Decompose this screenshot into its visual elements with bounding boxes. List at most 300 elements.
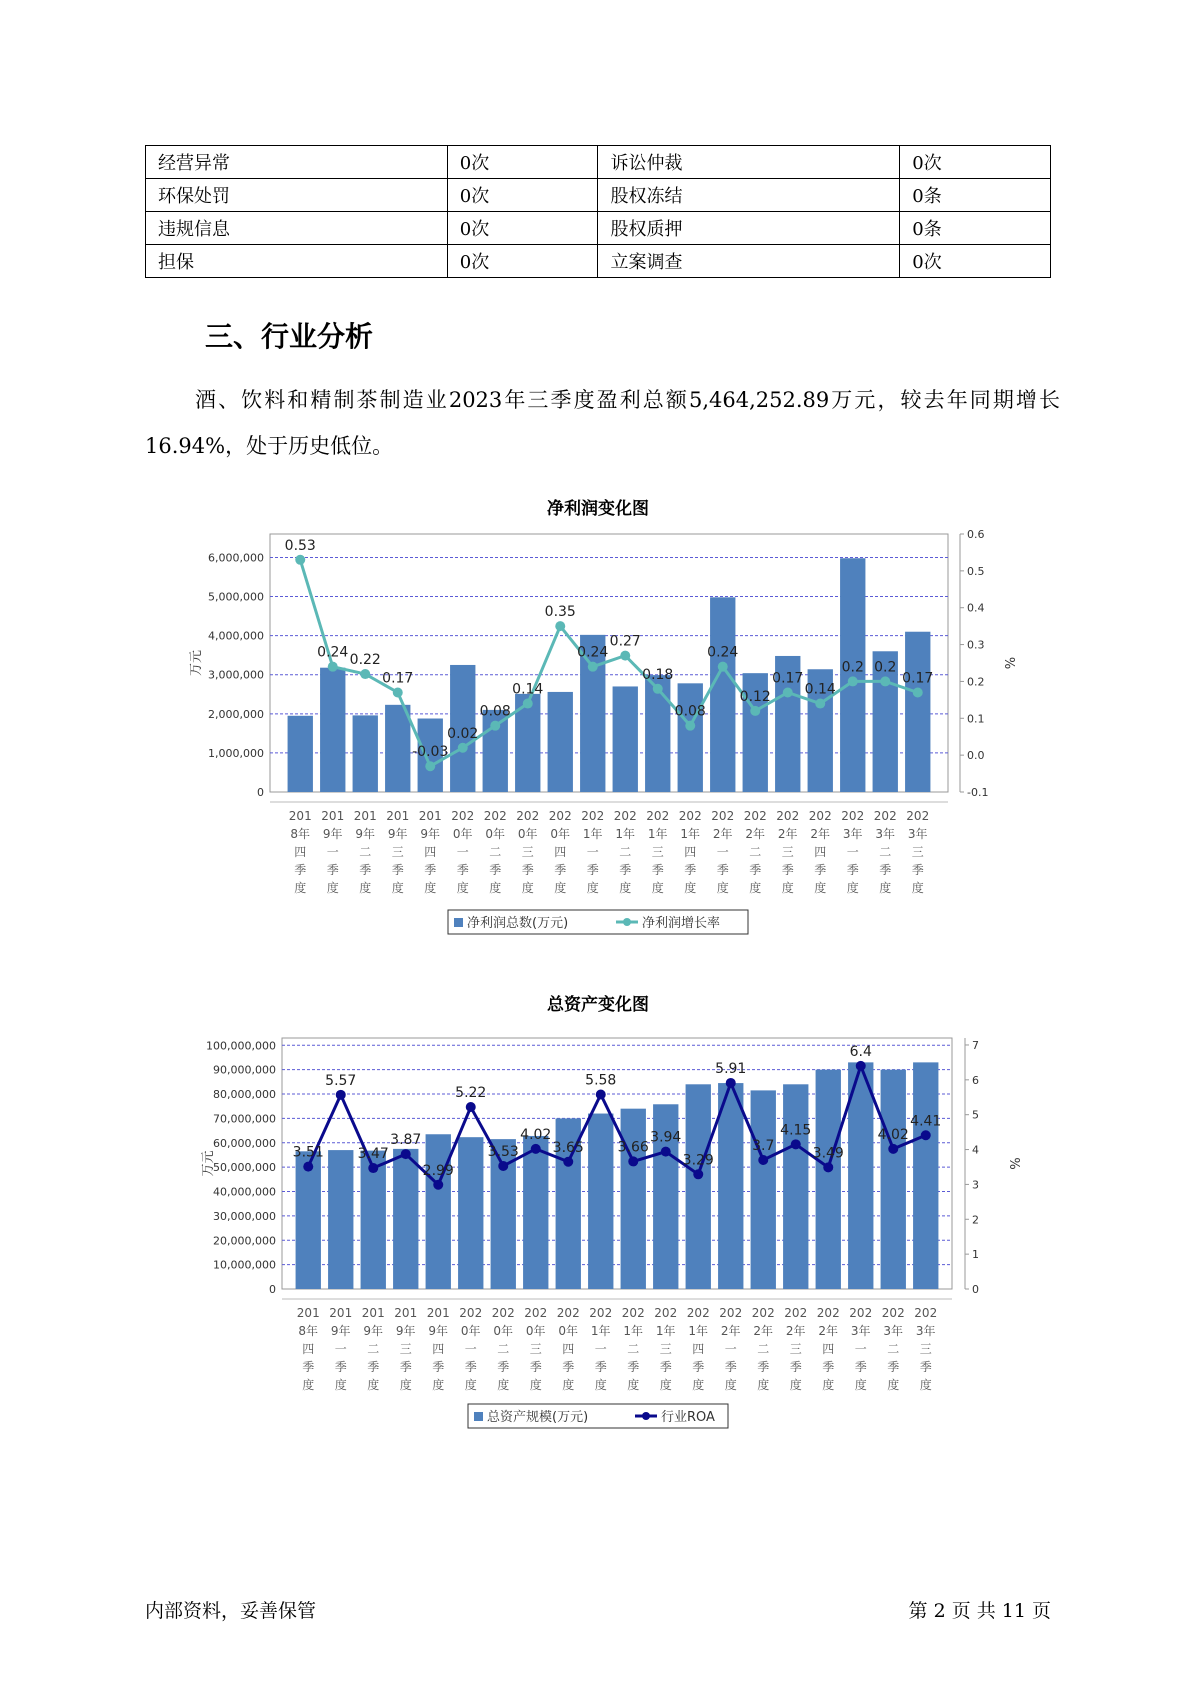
bar	[718, 1083, 743, 1289]
x-tick-label: 一	[846, 845, 859, 859]
line-point	[815, 699, 825, 709]
risk-value-cell: 0次	[900, 146, 1051, 179]
x-tick-label: 二	[367, 1342, 380, 1356]
risk-label-cell: 股权质押	[598, 212, 900, 245]
y-tick-label: 4,000,000	[208, 629, 264, 643]
bar	[710, 597, 735, 792]
x-tick-label: 三	[399, 1342, 412, 1356]
x-tick-label: 度	[294, 881, 307, 895]
risk-table	[145, 145, 1051, 278]
x-tick-label: 202	[719, 1306, 743, 1320]
legend-label-bar: 净利润总数(万元)	[467, 916, 569, 931]
y2-axis-title: %	[1001, 656, 1016, 670]
x-tick-label: 9年	[330, 1324, 351, 1338]
x-tick-label: 202	[849, 1306, 873, 1320]
x-tick-label: 度	[456, 881, 469, 895]
x-tick-label: 202	[906, 809, 930, 823]
legend-swatch-point	[642, 1412, 650, 1420]
legend-swatch-bar	[474, 1412, 483, 1421]
risk-label-cell: 环保处罚	[146, 179, 448, 212]
line-point	[791, 1139, 801, 1149]
x-tick-label: 202	[686, 1306, 710, 1320]
y-tick-label: 10,000,000	[213, 1258, 276, 1272]
x-tick-label: 1年	[655, 1324, 676, 1338]
x-tick-label: 202	[711, 809, 735, 823]
line-point	[718, 662, 728, 672]
x-tick-label: 1年	[688, 1324, 709, 1338]
bar	[588, 1114, 613, 1289]
line-point	[823, 1162, 833, 1172]
x-tick-label: 202	[459, 1306, 483, 1320]
y2-tick-label: 3	[972, 1178, 979, 1192]
data-label: 2.99	[422, 1162, 454, 1179]
data-label: 0.18	[642, 666, 674, 683]
x-tick-label: 202	[816, 1306, 840, 1320]
legend-label-line: 净利润增长率	[642, 916, 721, 931]
data-label: 0.24	[707, 644, 739, 661]
x-tick-label: 季	[456, 863, 469, 877]
x-tick-label: 季	[294, 863, 307, 877]
x-tick-label: 季	[911, 863, 924, 877]
x-tick-label: 季	[757, 1360, 770, 1374]
y-tick-label: 0	[257, 786, 264, 799]
x-tick-label: 度	[789, 1378, 802, 1392]
risk-value-cell: 0条	[900, 179, 1051, 212]
page-number: 第 2 页 共 11 页	[908, 1600, 1051, 1622]
x-tick-label: 四	[432, 1342, 445, 1356]
x-tick-label: 0年	[485, 827, 506, 841]
line-point	[458, 743, 468, 753]
x-tick-label: 季	[521, 863, 534, 877]
risk-value-cell: 0次	[447, 212, 598, 245]
data-label: 3.65	[552, 1139, 584, 1156]
y-tick-label: 40,000,000	[213, 1185, 276, 1199]
x-tick-label: 度	[489, 881, 502, 895]
x-tick-label: 三	[391, 845, 404, 859]
line-point	[693, 1169, 703, 1179]
section-heading: 三、行业分析	[205, 320, 374, 353]
bar	[385, 705, 410, 792]
x-tick-label: 四	[554, 845, 567, 859]
risk-row	[146, 245, 1051, 278]
x-tick-label: 2年	[810, 827, 831, 841]
line-point	[563, 1157, 573, 1167]
x-tick-label: 202	[808, 809, 832, 823]
x-tick-label: 度	[781, 881, 794, 895]
line-point	[295, 555, 305, 565]
risk-value-cell: 0次	[447, 179, 598, 212]
x-tick-label: 季	[424, 863, 437, 877]
line-point	[620, 651, 630, 661]
line-point	[856, 1061, 866, 1071]
x-tick-label: 季	[391, 863, 404, 877]
data-label: 3.94	[650, 1129, 682, 1146]
x-tick-label: 9年	[420, 827, 441, 841]
line-point	[726, 1078, 736, 1088]
x-tick-label: 季	[302, 1360, 315, 1374]
risk-value-cell: 0次	[447, 245, 598, 278]
y-tick-label: 70,000,000	[213, 1112, 276, 1126]
x-tick-label: 1年	[590, 1324, 611, 1338]
x-tick-label: 四	[302, 1342, 315, 1356]
x-tick-label: 8年	[290, 827, 311, 841]
x-tick-label: 季	[529, 1360, 542, 1374]
x-tick-label: 202	[556, 1306, 580, 1320]
risk-label-cell: 经营异常	[146, 146, 448, 179]
x-tick-label: 1年	[647, 827, 668, 841]
x-tick-label: 2年	[818, 1324, 839, 1338]
data-label: 0.12	[739, 688, 771, 705]
x-tick-label: 季	[464, 1360, 477, 1374]
x-tick-label: 202	[548, 809, 572, 823]
x-tick-label: 季	[627, 1360, 640, 1374]
line-point	[685, 721, 695, 731]
x-tick-label: 三	[529, 1342, 542, 1356]
bar	[621, 1109, 646, 1289]
x-tick-label: 度	[814, 881, 827, 895]
x-tick-label: 季	[749, 863, 762, 877]
line-point	[401, 1149, 411, 1159]
line-point	[596, 1089, 606, 1099]
x-tick-label: 度	[399, 1378, 412, 1392]
x-tick-label: 四	[814, 845, 827, 859]
x-tick-label: 202	[678, 809, 702, 823]
x-tick-label: 季	[432, 1360, 445, 1374]
x-tick-label: 202	[646, 809, 670, 823]
x-tick-label: 度	[529, 1378, 542, 1392]
x-tick-label: 三	[781, 845, 794, 859]
data-label: 0.2	[874, 659, 897, 676]
bar	[881, 1070, 906, 1289]
x-tick-label: 度	[651, 881, 664, 895]
data-label: 0.14	[804, 681, 836, 698]
x-tick-label: 度	[359, 881, 372, 895]
x-tick-label: 一	[456, 845, 469, 859]
x-tick-label: 201	[329, 1306, 353, 1320]
y2-axis-title: %	[1006, 1157, 1021, 1170]
x-tick-label: 202	[621, 1306, 645, 1320]
data-label: 3.53	[487, 1143, 519, 1160]
x-tick-label: 201	[426, 1306, 450, 1320]
x-tick-label: 一	[854, 1342, 867, 1356]
y2-tick-label: 0.4	[967, 601, 985, 615]
x-tick-label: 季	[822, 1360, 835, 1374]
x-tick-label: 一	[724, 1342, 737, 1356]
chart-title-net-profit: 净利润变化图	[547, 499, 649, 519]
x-tick-label: 201	[296, 1306, 320, 1320]
risk-value-cell: 0次	[900, 245, 1051, 278]
x-tick-label: 二	[359, 845, 372, 859]
data-label: 0.17	[772, 670, 804, 687]
x-tick-label: 1年	[615, 827, 636, 841]
x-tick-label: 四	[684, 845, 697, 859]
y-tick-label: 80,000,000	[213, 1088, 276, 1102]
x-tick-label: 一	[464, 1342, 477, 1356]
x-tick-label: 二	[619, 845, 632, 859]
x-tick-label: 度	[684, 881, 697, 895]
x-tick-label: 3年	[915, 1324, 936, 1338]
x-tick-label: 度	[391, 881, 404, 895]
x-tick-label: 度	[367, 1378, 380, 1392]
bar	[320, 668, 345, 792]
data-label: 0.27	[609, 633, 641, 650]
risk-label-cell: 诉讼仲裁	[598, 146, 900, 179]
data-label: 0.24	[577, 644, 609, 661]
bar	[523, 1136, 548, 1289]
risk-label-cell: 担保	[146, 245, 448, 278]
x-tick-label: 二	[497, 1342, 510, 1356]
x-tick-label: 201	[394, 1306, 418, 1320]
x-tick-label: 季	[326, 863, 339, 877]
x-tick-label: 二	[627, 1342, 640, 1356]
line-point	[498, 1161, 508, 1171]
x-tick-label: 202	[784, 1306, 808, 1320]
data-label: 3.29	[682, 1152, 714, 1169]
line-point	[360, 669, 370, 679]
x-tick-label: 季	[716, 863, 729, 877]
x-tick-label: 度	[724, 1378, 737, 1392]
x-tick-label: 2年	[777, 827, 798, 841]
line-point	[425, 761, 435, 771]
data-label: 0.17	[902, 670, 934, 687]
line-point	[433, 1180, 443, 1190]
x-tick-label: 0年	[558, 1324, 579, 1338]
data-label: 0.53	[284, 537, 316, 554]
x-tick-label: 一	[326, 845, 339, 859]
x-tick-label: 0年	[452, 827, 473, 841]
y2-tick-label: 6	[972, 1073, 979, 1087]
line-point	[653, 684, 663, 694]
x-tick-label: 度	[659, 1378, 672, 1392]
x-tick-label: 3年	[875, 827, 896, 841]
x-tick-label: 度	[716, 881, 729, 895]
bar	[751, 1090, 776, 1289]
bar	[426, 1134, 451, 1289]
data-label: 5.22	[455, 1085, 487, 1102]
x-tick-label: 四	[822, 1342, 835, 1356]
x-tick-label: 度	[822, 1378, 835, 1392]
net-profit-chart	[170, 520, 1030, 940]
line-point	[628, 1156, 638, 1166]
line-point	[913, 687, 923, 697]
x-tick-label: 2年	[712, 827, 733, 841]
y-tick-label: 100,000,000	[206, 1039, 276, 1053]
x-tick-label: 三	[911, 845, 924, 859]
data-label: 3.87	[390, 1132, 422, 1149]
x-tick-label: 季	[497, 1360, 510, 1374]
x-tick-label: 度	[497, 1378, 510, 1392]
x-tick-label: 度	[919, 1378, 932, 1392]
bar	[458, 1137, 483, 1289]
y2-tick-label: -0.1	[967, 786, 989, 799]
x-tick-label: 季	[846, 863, 859, 877]
line-point	[880, 676, 890, 686]
x-tick-label: 度	[911, 881, 924, 895]
x-tick-label: 201	[321, 809, 345, 823]
y2-tick-label: 0.2	[967, 675, 985, 689]
line-point	[783, 687, 793, 697]
legend	[448, 910, 748, 934]
bar	[783, 1084, 808, 1289]
x-tick-label: 季	[359, 863, 372, 877]
bar	[296, 1151, 321, 1289]
y2-tick-label: 1	[972, 1248, 979, 1262]
x-tick-label: 202	[873, 809, 897, 823]
line-point	[523, 699, 533, 709]
data-label: 0.08	[479, 703, 511, 720]
x-tick-label: 0年	[493, 1324, 514, 1338]
x-tick-label: 三	[789, 1342, 802, 1356]
x-tick-label: 季	[814, 863, 827, 877]
x-tick-label: 201	[361, 1306, 385, 1320]
x-tick-label: 度	[627, 1378, 640, 1392]
bar	[393, 1149, 418, 1289]
x-tick-label: 202	[451, 809, 475, 823]
x-tick-label: 一	[594, 1342, 607, 1356]
x-tick-label: 202	[751, 1306, 775, 1320]
x-tick-label: 一	[586, 845, 599, 859]
bar	[328, 1150, 353, 1289]
data-label: 6.4	[849, 1043, 872, 1060]
risk-row	[146, 212, 1051, 245]
x-tick-label: 202	[613, 809, 637, 823]
bar	[353, 715, 378, 792]
total-assets-chart	[170, 1016, 1030, 1436]
x-tick-label: 季	[594, 1360, 607, 1374]
x-tick-label: 季	[887, 1360, 900, 1374]
bar	[686, 1084, 711, 1289]
y2-tick-label: 0.3	[967, 638, 985, 652]
x-tick-label: 度	[521, 881, 534, 895]
x-tick-label: 0年	[517, 827, 538, 841]
legend	[468, 1404, 728, 1428]
line-point	[750, 706, 760, 716]
legend-label-line: 行业ROA	[661, 1410, 715, 1425]
x-tick-label: 度	[432, 1378, 445, 1392]
risk-label-cell: 违规信息	[146, 212, 448, 245]
x-tick-label: 季	[334, 1360, 347, 1374]
x-tick-label: 四	[424, 845, 437, 859]
y2-tick-label: 0	[972, 1283, 979, 1296]
bar	[548, 692, 573, 792]
x-tick-label: 度	[846, 881, 859, 895]
y-tick-label: 50,000,000	[213, 1161, 276, 1175]
data-label: 3.66	[617, 1139, 649, 1156]
footer-note: 内部资料，妥善保管	[145, 1600, 317, 1622]
data-label: 0.2	[841, 659, 864, 676]
y-axis-title: 万元	[201, 1150, 216, 1177]
x-tick-label: 度	[424, 881, 437, 895]
x-tick-label: 202	[516, 809, 540, 823]
data-label: 3.47	[357, 1146, 389, 1163]
x-tick-label: 二	[489, 845, 502, 859]
x-tick-label: 9年	[363, 1324, 384, 1338]
data-label: 3.51	[292, 1144, 324, 1161]
data-label: 4.02	[877, 1126, 909, 1143]
line-point	[531, 1144, 541, 1154]
x-tick-label: 季	[879, 863, 892, 877]
y2-tick-label: 0.5	[967, 564, 985, 578]
legend-swatch-bar	[454, 918, 463, 927]
bar	[913, 1062, 938, 1289]
x-tick-label: 202	[776, 809, 800, 823]
x-tick-label: 季	[684, 863, 697, 877]
risk-row	[146, 179, 1051, 212]
line-point	[921, 1130, 931, 1140]
y-tick-label: 1,000,000	[208, 746, 264, 760]
x-tick-label: 202	[743, 809, 767, 823]
x-tick-label: 9年	[355, 827, 376, 841]
x-tick-label: 9年	[387, 827, 408, 841]
x-tick-label: 一	[334, 1342, 347, 1356]
x-tick-label: 202	[491, 1306, 515, 1320]
x-tick-label: 季	[399, 1360, 412, 1374]
x-tick-label: 季	[562, 1360, 575, 1374]
x-tick-label: 201	[288, 809, 312, 823]
y2-tick-label: 0.6	[967, 528, 985, 541]
x-tick-label: 四	[692, 1342, 705, 1356]
x-tick-label: 3年	[907, 827, 928, 841]
x-tick-label: 0年	[460, 1324, 481, 1338]
chart-title-total-assets: 总资产变化图	[547, 995, 649, 1015]
risk-row	[146, 146, 1051, 179]
line-point	[888, 1144, 898, 1154]
x-tick-label: 度	[619, 881, 632, 895]
line-point	[490, 721, 500, 731]
line-point	[758, 1155, 768, 1165]
x-tick-label: 0年	[550, 827, 571, 841]
x-tick-label: 2年	[745, 827, 766, 841]
x-tick-label: 季	[651, 863, 664, 877]
data-label: 0.08	[674, 703, 706, 720]
x-tick-label: 2年	[785, 1324, 806, 1338]
x-tick-label: 季	[367, 1360, 380, 1374]
x-tick-label: 度	[879, 881, 892, 895]
data-label: 5.58	[585, 1072, 617, 1089]
summary-paragraph: 酒、饮料和精制茶制造业2023年三季度盈利总额5,464,252.89万元，较去年同期增长16.94%，处于历史低位。	[145, 388, 1060, 458]
x-tick-label: 201	[353, 809, 377, 823]
x-tick-label: 1年	[582, 827, 603, 841]
x-tick-label: 度	[326, 881, 339, 895]
x-tick-label: 季	[554, 863, 567, 877]
line-point	[555, 621, 565, 631]
x-tick-label: 202	[524, 1306, 548, 1320]
x-tick-label: 季	[659, 1360, 672, 1374]
y-tick-label: 20,000,000	[213, 1234, 276, 1248]
x-tick-label: 度	[757, 1378, 770, 1392]
x-tick-label: 3年	[842, 827, 863, 841]
x-tick-label: 202	[581, 809, 605, 823]
x-tick-label: 四	[294, 845, 307, 859]
data-label: 5.57	[325, 1072, 357, 1089]
x-tick-label: 三	[659, 1342, 672, 1356]
x-tick-label: 季	[919, 1360, 932, 1374]
data-label: 0.17	[382, 670, 414, 687]
x-tick-label: 度	[586, 881, 599, 895]
x-tick-label: 度	[692, 1378, 705, 1392]
y2-tick-label: 4	[972, 1143, 979, 1157]
y2-tick-label: 5	[972, 1108, 979, 1122]
x-tick-label: 一	[716, 845, 729, 859]
y-tick-label: 90,000,000	[213, 1063, 276, 1077]
x-tick-label: 季	[586, 863, 599, 877]
line-point	[466, 1102, 476, 1112]
x-tick-label: 二	[757, 1342, 770, 1356]
x-tick-label: 9年	[322, 827, 343, 841]
data-label: 0.22	[349, 652, 381, 669]
risk-label-cell: 股权冻结	[598, 179, 900, 212]
y-tick-label: 5,000,000	[208, 590, 264, 604]
